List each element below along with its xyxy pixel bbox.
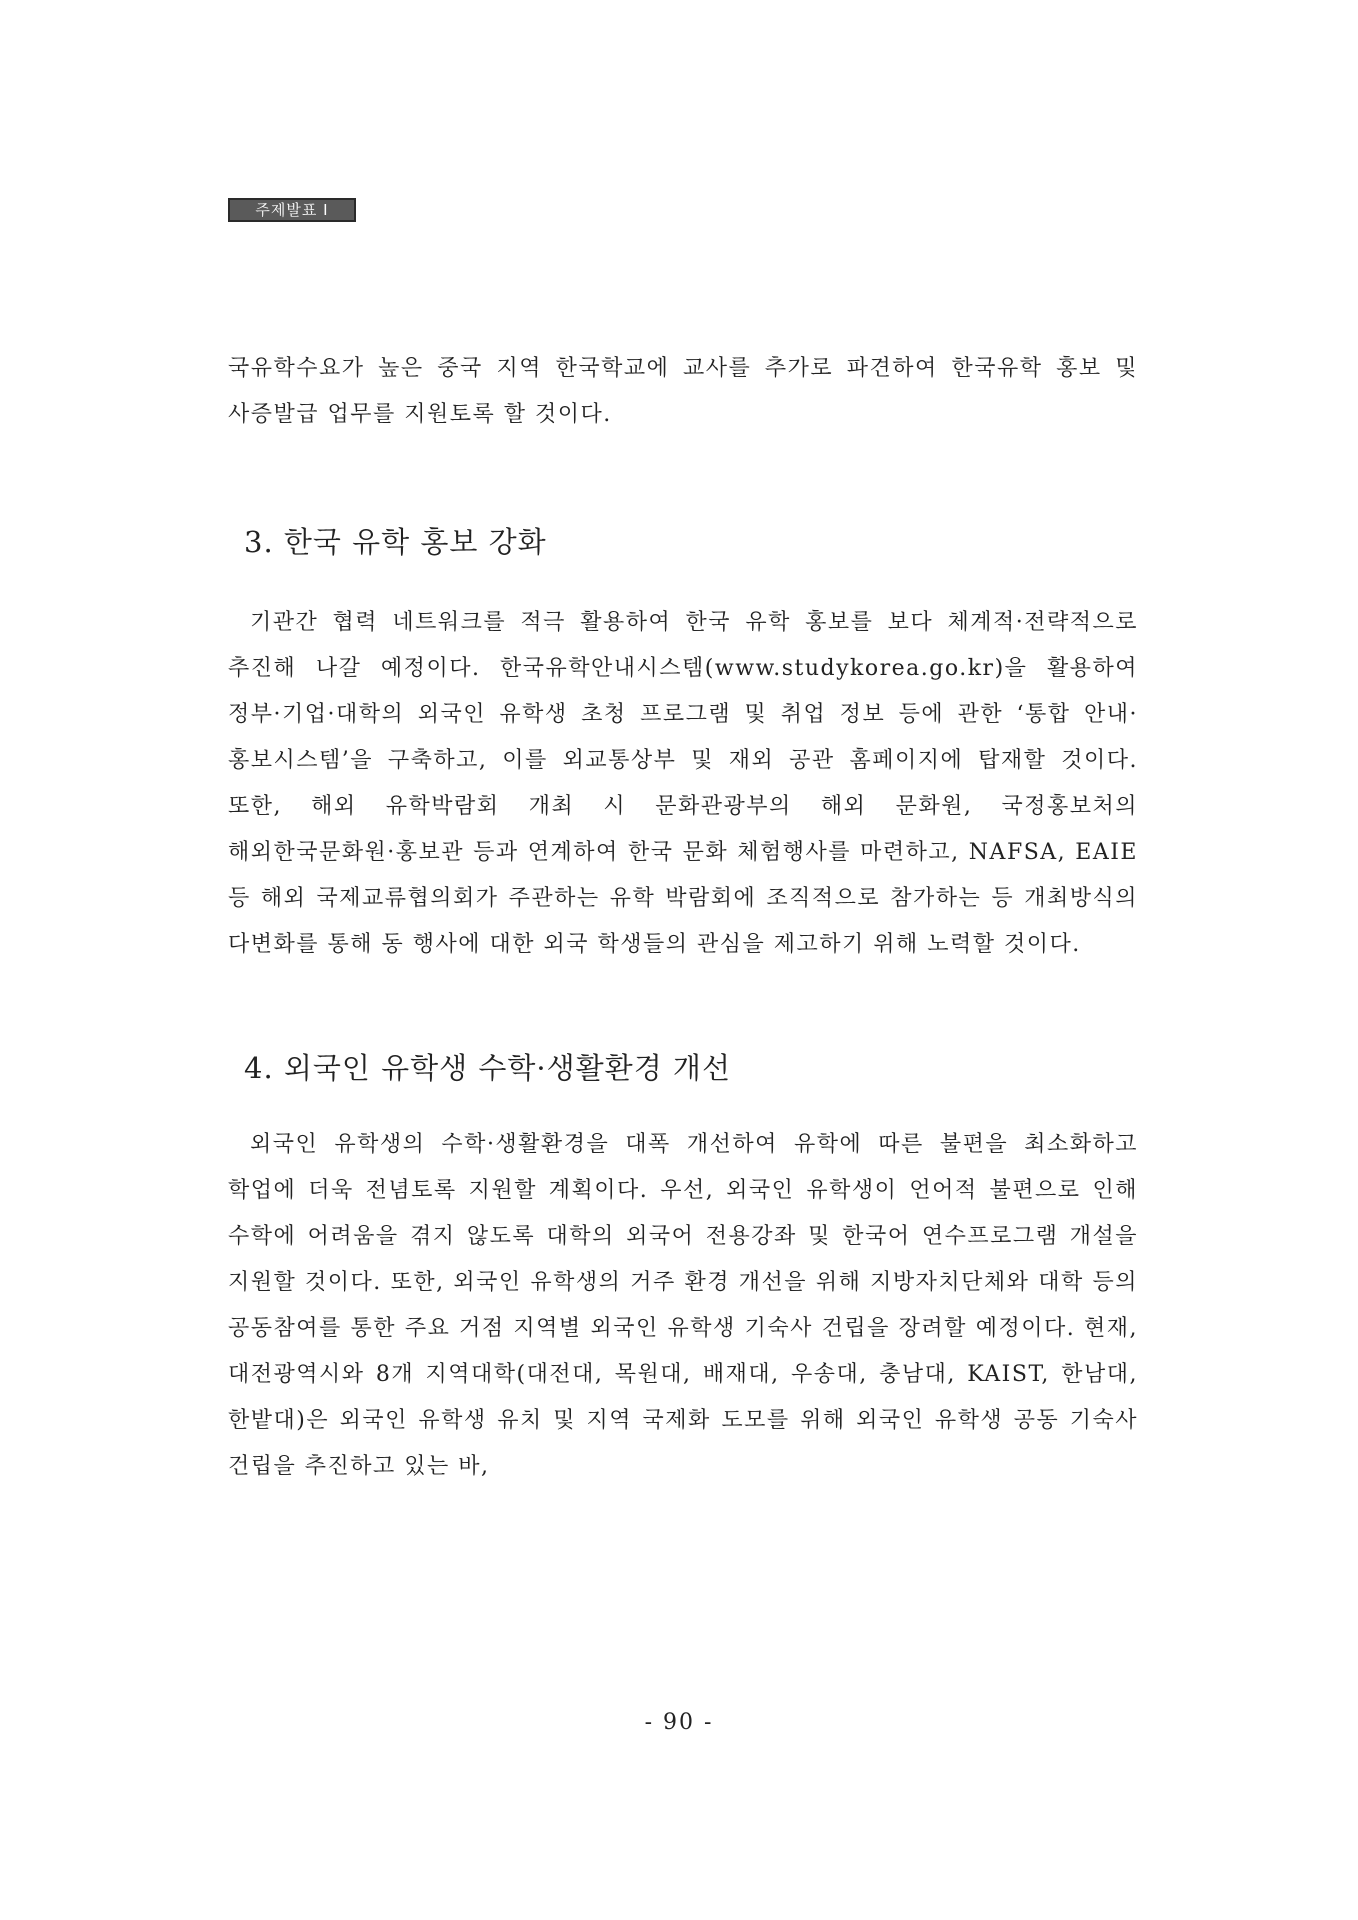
section-3-heading: 3. 한국 유학 홍보 강화 — [244, 525, 547, 559]
section-4-heading: 4. 외국인 유학생 수학·생활환경 개선 — [244, 1051, 731, 1085]
intro-paragraph: 국유학수요가 높은 중국 지역 한국학교에 교사를 추가로 파견하여 한국유학 홍보 및 사증발급 업무를 지원토록 할 것이다. — [228, 356, 1138, 427]
section-3-paragraph: 기관간 협력 네트워크를 적극 활용하여 한국 유학 홍보를 보다 체계적·전략적으로 추진해 나갈 예정이다. 한국유학안내시스템(www.studykorea.go.kr)을 활용하여 정부·기업·대학의 외국인 유학생 초청 프로그램 및 취업 정보 등에 관한 ‘통합 안내·홍보시스템’을 구축하고, 이를 외교통상부 및 재외 공관 홈페이지에 탑재할 것이다. 또한, 해외 유학박람회 개최 시 문화관광부의 해외 문화원, 국정홍보처의 해외한국문화원·홍보관 등과 연계하여 한국 문화 체험행사를 마련하고, NAFSA, EAIE 등 해외 국제교류협의회가 주관하는 유학 박람회에 조직적으로 참가하는 등 개최방식의 다변화를 통해 동 행사에 대한 외국 학생들의 관심을 제고하기 위해 노력할 것이다. — [228, 610, 1138, 957]
page-number: - 90 - — [644, 1710, 714, 1735]
section-4-paragraph: 외국인 유학생의 수학·생활환경을 대폭 개선하여 유학에 따른 불편을 최소화하고 학업에 더욱 전념토록 지원할 계획이다. 우선, 외국인 유학생이 언어적 불편으로 인해 수학에 어려움을 겪지 않도록 대학의 외국어 전용강좌 및 한국어 연수프로그램 개설을 지원할 것이다. 또한, 외국인 유학생의 거주 환경 개선을 위해 지방자치단체와 대학 등의 공동참여를 통한 주요 거점 지역별 외국인 유학생 기숙사 건립을 장려할 예정이다. 현재, 대전광역시와 8개 지역대학(대전대, 목원대, 배재대, 우송대, 충남대, KAIST, 한남대, 한밭대)은 외국인 유학생 유치 및 지역 국제화 도모를 위해 외국인 유학생 공동 기숙사 건립을 추진하고 있는 바, — [228, 1132, 1138, 1479]
page-body — [228, 346, 1138, 1490]
section-tag: 주제발표 I — [228, 198, 356, 222]
